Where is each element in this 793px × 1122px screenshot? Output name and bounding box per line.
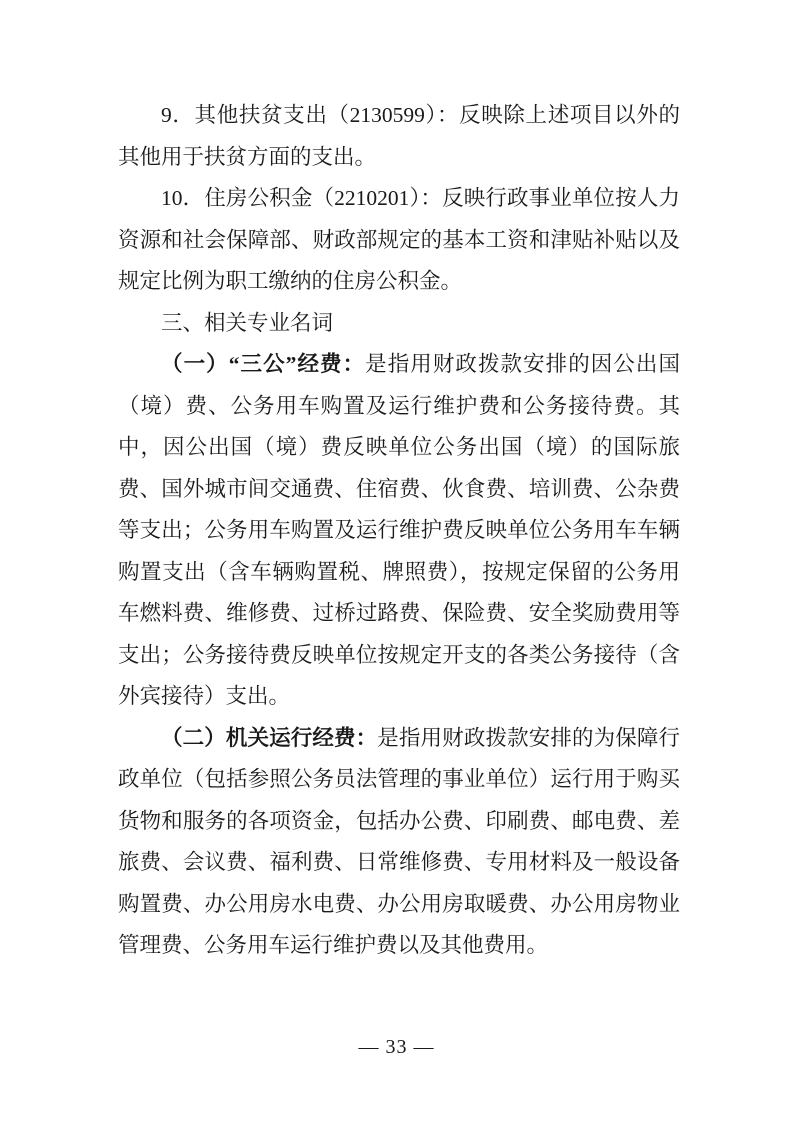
- page-number: — 33 —: [358, 1036, 435, 1058]
- term-operating-funds-label: （二）机关运行经费：: [161, 725, 378, 750]
- paragraph-item-9: [118, 95, 680, 178]
- paragraph-item-10: [118, 178, 680, 303]
- term-sangong-label: （一）“三公”经费：: [161, 352, 366, 376]
- paragraph-term-sangong: [118, 344, 680, 718]
- page-footer: [0, 1032, 793, 1062]
- paragraph-term-operating-funds: [118, 718, 680, 967]
- term-operating-funds-text: 是指用财政拨款安排的为保障行政单位（包括参照公务员法管理的事业单位）运行用于购买货物和服务的各项资金，包括办公费、印刷费、邮电费、差旅费、会议费、福利费、日常维修费、专用材料及一般设备购置费、办公用房水电费、办公用房取暖费、办公用房物业管理费、公务用车运行维护费以及其他费用。: [118, 725, 680, 957]
- paragraph-item-10-text: 10．住房公积金（2210201）：反映行政事业单位按人力资源和社会保障部、财政部规定的基本工资和津贴补贴以及规定比例为职工缴纳的住房公积金。: [118, 186, 680, 293]
- paragraph-item-9-text: 9．其他扶贫支出（2130599）：反映除上述项目以外的其他用于扶贫方面的支出。: [118, 103, 680, 169]
- section-heading: [118, 303, 680, 345]
- term-sangong-text: 是指用财政拨款安排的因公出国（境）费、公务用车购置及运行维护费和公务接待费。其中，因公出国（境）费反映单位公务出国（境）的国际旅费、国外城市间交通费、住宿费、伙食费、培训费、公杂费等支出；公务用车购置及运行维护费反映单位公务用车车辆购置支出（含车辆购置税、牌照费），按规定保留的公务用车燃料费、维修费、过桥过路费、保险费、安全奖励费用等支出；公务接待费反映单位按规定开支的各类公务接待（含外宾接待）支出。: [118, 352, 680, 708]
- section-heading-text: 三、相关专业名词: [161, 310, 334, 335]
- document-body: [118, 95, 680, 967]
